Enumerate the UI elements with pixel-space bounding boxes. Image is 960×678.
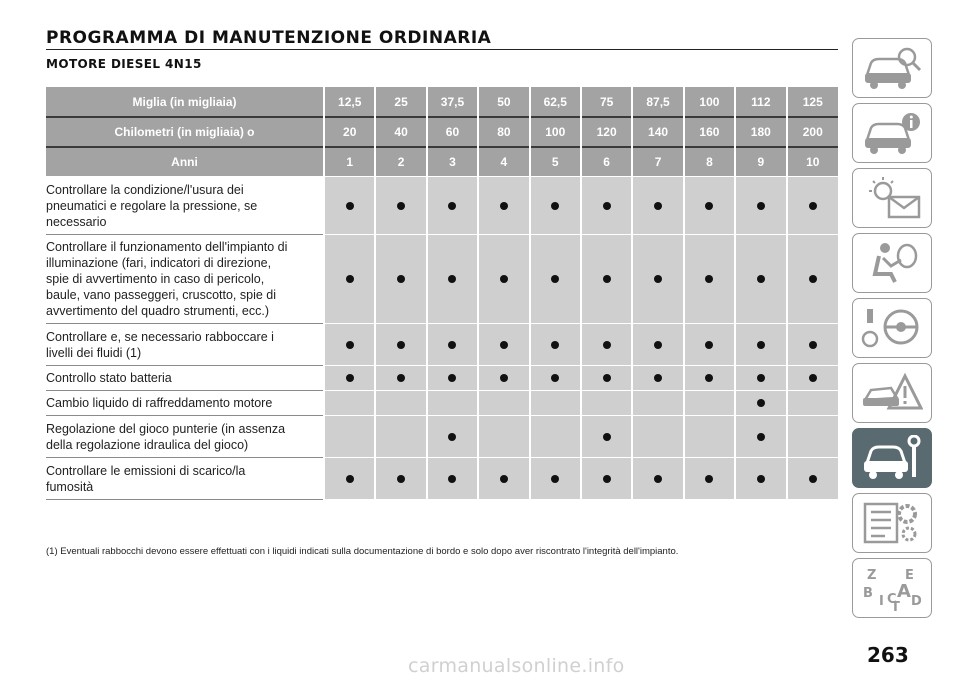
scheduled-dot-icon bbox=[705, 275, 713, 283]
scheduled-dot-icon bbox=[500, 374, 508, 382]
scheduled-dot-icon bbox=[346, 374, 354, 382]
page-title: PROGRAMMA DI MANUTENZIONE ORDINARIA bbox=[46, 28, 492, 48]
schedule-cell bbox=[427, 391, 478, 416]
scheduled-dot-icon bbox=[705, 374, 713, 382]
header-value: 112 bbox=[735, 87, 786, 117]
schedule-cell bbox=[787, 366, 838, 391]
schedule-cell bbox=[427, 458, 478, 500]
schedule-cell bbox=[324, 324, 375, 366]
description-line: Controllare e, se necessario rabboccare i bbox=[46, 329, 274, 344]
schedule-cell bbox=[478, 458, 529, 500]
schedule-cell bbox=[787, 324, 838, 366]
scheduled-dot-icon bbox=[397, 275, 405, 283]
schedule-cell bbox=[632, 458, 683, 500]
header-value: 7 bbox=[632, 147, 683, 177]
schedule-cell bbox=[735, 391, 786, 416]
header-value: 140 bbox=[632, 117, 683, 147]
scheduled-dot-icon bbox=[809, 275, 817, 283]
schedule-cell bbox=[427, 366, 478, 391]
header-row bbox=[46, 117, 838, 147]
scheduled-dot-icon bbox=[705, 341, 713, 349]
svg-text:B: B bbox=[863, 586, 873, 601]
description-line: illuminazione (fari, indicatori di direzione, bbox=[46, 256, 272, 270]
table-row bbox=[46, 235, 838, 324]
svg-text:E: E bbox=[905, 568, 914, 583]
schedule-cell bbox=[684, 416, 735, 458]
header-value: 9 bbox=[735, 147, 786, 177]
schedule-cell bbox=[427, 235, 478, 324]
schedule-cell bbox=[581, 324, 632, 366]
scheduled-dot-icon bbox=[346, 341, 354, 349]
svg-text:C: C bbox=[887, 592, 897, 607]
header-value: 75 bbox=[581, 87, 632, 117]
scheduled-dot-icon bbox=[551, 341, 559, 349]
table-row bbox=[46, 177, 838, 235]
description-line: spie di avvertimento in caso di pericolo, bbox=[46, 272, 265, 286]
scheduled-dot-icon bbox=[809, 202, 817, 210]
schedule-cell bbox=[684, 391, 735, 416]
svg-text:D: D bbox=[911, 594, 922, 609]
schedule-cell bbox=[478, 416, 529, 458]
schedule-cell bbox=[324, 416, 375, 458]
schedule-cell bbox=[581, 458, 632, 500]
header-value: 5 bbox=[530, 147, 581, 177]
header-value: 80 bbox=[478, 117, 529, 147]
operation-description bbox=[46, 235, 324, 324]
svg-text:A: A bbox=[897, 581, 911, 602]
header-row bbox=[46, 147, 838, 177]
header-value: 160 bbox=[684, 117, 735, 147]
schedule-cell bbox=[324, 235, 375, 324]
header-value: 6 bbox=[581, 147, 632, 177]
header-value: 87,5 bbox=[632, 87, 683, 117]
header-label: Chilometri (in migliaia) o bbox=[46, 117, 324, 147]
table-row bbox=[46, 366, 838, 391]
scheduled-dot-icon bbox=[603, 341, 611, 349]
schedule-cell bbox=[735, 235, 786, 324]
header-value: 120 bbox=[581, 117, 632, 147]
svg-text:Z: Z bbox=[867, 568, 877, 583]
header-label: Anni bbox=[46, 147, 324, 177]
footnote: (1) Eventuali rabbocchi devono essere effettuati con i liquidi indicati sulla documentazione di bordo e solo dopo aver riscontrato l'integrità dell'impianto. bbox=[46, 546, 679, 557]
schedule-cell bbox=[632, 324, 683, 366]
schedule-cell bbox=[530, 416, 581, 458]
scheduled-dot-icon bbox=[809, 475, 817, 483]
schedule-cell bbox=[632, 391, 683, 416]
chapter-tab[interactable] bbox=[852, 428, 932, 488]
schedule-cell bbox=[530, 366, 581, 391]
scheduled-dot-icon bbox=[448, 374, 456, 382]
schedule-cell bbox=[581, 391, 632, 416]
scheduled-dot-icon bbox=[448, 341, 456, 349]
scheduled-dot-icon bbox=[654, 341, 662, 349]
description-line: Regolazione del gioco punterie (in assenza bbox=[46, 421, 286, 436]
description-line: livelli dei fluidi (1) bbox=[46, 345, 142, 360]
description-line: Cambio liquido di raffreddamento motore bbox=[46, 396, 273, 410]
chapter-tab[interactable] bbox=[852, 233, 932, 293]
scheduled-dot-icon bbox=[809, 374, 817, 382]
scheduled-dot-icon bbox=[757, 399, 765, 407]
title-rule bbox=[46, 49, 838, 50]
schedule-cell bbox=[684, 177, 735, 235]
schedule-cell bbox=[324, 391, 375, 416]
header-value: 60 bbox=[427, 117, 478, 147]
page-subtitle: MOTORE DIESEL 4N15 bbox=[46, 57, 202, 71]
operation-description bbox=[46, 366, 324, 391]
schedule-cell bbox=[375, 366, 426, 391]
scheduled-dot-icon bbox=[654, 202, 662, 210]
header-value: 12,5 bbox=[324, 87, 375, 117]
scheduled-dot-icon bbox=[551, 202, 559, 210]
scheduled-dot-icon bbox=[603, 275, 611, 283]
schedule-cell bbox=[632, 235, 683, 324]
scheduled-dot-icon bbox=[705, 202, 713, 210]
scheduled-dot-icon bbox=[346, 202, 354, 210]
schedule-cell bbox=[375, 391, 426, 416]
schedule-cell bbox=[324, 366, 375, 391]
scheduled-dot-icon bbox=[757, 475, 765, 483]
schedule-cell bbox=[735, 416, 786, 458]
schedule-cell bbox=[787, 235, 838, 324]
scheduled-dot-icon bbox=[551, 475, 559, 483]
scheduled-dot-icon bbox=[603, 475, 611, 483]
table-row bbox=[46, 324, 838, 366]
schedule-cell bbox=[684, 366, 735, 391]
schedule-cell bbox=[427, 416, 478, 458]
scheduled-dot-icon bbox=[448, 433, 456, 441]
schedule-cell bbox=[530, 391, 581, 416]
header-value: 62,5 bbox=[530, 87, 581, 117]
chapter-tab[interactable] bbox=[852, 38, 932, 98]
chapter-tab[interactable] bbox=[852, 103, 932, 163]
schedule-cell bbox=[787, 177, 838, 235]
description-line: Controllare le emissioni di scarico/la bbox=[46, 463, 246, 478]
page-number: 263 bbox=[867, 643, 909, 667]
description-line: baule, vano passeggeri, cruscotto, spie di bbox=[46, 288, 276, 302]
schedule-cell bbox=[787, 391, 838, 416]
header-label: Miglia (in migliaia) bbox=[46, 87, 324, 117]
scheduled-dot-icon bbox=[397, 475, 405, 483]
schedule-cell bbox=[478, 324, 529, 366]
operation-description bbox=[46, 458, 324, 500]
svg-text:I: I bbox=[879, 594, 884, 609]
scheduled-dot-icon bbox=[757, 341, 765, 349]
scheduled-dot-icon bbox=[654, 275, 662, 283]
scheduled-dot-icon bbox=[809, 341, 817, 349]
description-line: Controllare la condizione/l'usura dei bbox=[46, 182, 244, 197]
scheduled-dot-icon bbox=[603, 202, 611, 210]
scheduled-dot-icon bbox=[757, 374, 765, 382]
header-value: 2 bbox=[375, 147, 426, 177]
scheduled-dot-icon bbox=[448, 202, 456, 210]
schedule-cell bbox=[478, 391, 529, 416]
schedule-cell bbox=[735, 177, 786, 235]
header-value: 20 bbox=[324, 117, 375, 147]
header-value: 180 bbox=[735, 117, 786, 147]
schedule-cell bbox=[530, 324, 581, 366]
schedule-cell bbox=[478, 235, 529, 324]
chapter-tab[interactable] bbox=[852, 298, 932, 358]
header-value: 40 bbox=[375, 117, 426, 147]
header-value: 4 bbox=[478, 147, 529, 177]
scheduled-dot-icon bbox=[603, 374, 611, 382]
header-value: 50 bbox=[478, 87, 529, 117]
header-value: 100 bbox=[684, 87, 735, 117]
schedule-cell bbox=[684, 235, 735, 324]
scheduled-dot-icon bbox=[757, 275, 765, 283]
schedule-cell bbox=[735, 366, 786, 391]
scheduled-dot-icon bbox=[500, 475, 508, 483]
scheduled-dot-icon bbox=[551, 275, 559, 283]
watermark: carmanualsonline.info bbox=[408, 655, 625, 677]
schedule-cell bbox=[375, 458, 426, 500]
schedule-cell bbox=[478, 177, 529, 235]
schedule-cell bbox=[427, 177, 478, 235]
schedule-cell bbox=[735, 458, 786, 500]
table-row bbox=[46, 458, 838, 500]
scheduled-dot-icon bbox=[757, 202, 765, 210]
scheduled-dot-icon bbox=[500, 202, 508, 210]
description-line: pneumatici e regolare la pressione, se bbox=[46, 198, 258, 213]
scheduled-dot-icon bbox=[757, 433, 765, 441]
table-row bbox=[46, 391, 838, 416]
scheduled-dot-icon bbox=[397, 374, 405, 382]
schedule-cell bbox=[324, 458, 375, 500]
chapter-tab[interactable] bbox=[852, 558, 932, 618]
operation-description bbox=[46, 177, 324, 235]
schedule-cell bbox=[478, 366, 529, 391]
schedule-cell bbox=[581, 416, 632, 458]
scheduled-dot-icon bbox=[500, 275, 508, 283]
header-value: 37,5 bbox=[427, 87, 478, 117]
schedule-cell bbox=[530, 235, 581, 324]
scheduled-dot-icon bbox=[346, 275, 354, 283]
maintenance-table bbox=[46, 87, 838, 500]
header-value: 200 bbox=[787, 117, 838, 147]
schedule-cell bbox=[684, 324, 735, 366]
schedule-cell bbox=[375, 235, 426, 324]
schedule-cell bbox=[581, 177, 632, 235]
schedule-cell bbox=[632, 177, 683, 235]
schedule-cell bbox=[375, 177, 426, 235]
scheduled-dot-icon bbox=[705, 475, 713, 483]
header-value: 8 bbox=[684, 147, 735, 177]
description-line: fumosità bbox=[46, 479, 94, 494]
schedule-cell bbox=[581, 366, 632, 391]
schedule-cell bbox=[684, 458, 735, 500]
scheduled-dot-icon bbox=[603, 433, 611, 441]
header-value: 10 bbox=[787, 147, 838, 177]
schedule-cell bbox=[735, 324, 786, 366]
chapter-tab[interactable] bbox=[852, 168, 932, 228]
schedule-cell bbox=[632, 416, 683, 458]
header-value: 25 bbox=[375, 87, 426, 117]
scheduled-dot-icon bbox=[397, 341, 405, 349]
scheduled-dot-icon bbox=[654, 475, 662, 483]
operation-description bbox=[46, 324, 324, 366]
schedule-cell bbox=[787, 458, 838, 500]
operation-description bbox=[46, 416, 324, 458]
schedule-cell bbox=[375, 324, 426, 366]
header-value: 100 bbox=[530, 117, 581, 147]
header-value: 3 bbox=[427, 147, 478, 177]
scheduled-dot-icon bbox=[551, 374, 559, 382]
schedule-cell bbox=[581, 235, 632, 324]
chapter-tab[interactable] bbox=[852, 363, 932, 423]
schedule-cell bbox=[375, 416, 426, 458]
scheduled-dot-icon bbox=[448, 475, 456, 483]
description-line: necessario bbox=[46, 214, 107, 229]
svg-text:T: T bbox=[891, 600, 900, 611]
schedule-cell bbox=[427, 324, 478, 366]
description-line: Controllo stato batteria bbox=[46, 371, 172, 385]
scheduled-dot-icon bbox=[654, 374, 662, 382]
header-value: 125 bbox=[787, 87, 838, 117]
header-row bbox=[46, 87, 838, 117]
schedule-cell bbox=[787, 416, 838, 458]
table-row bbox=[46, 416, 838, 458]
scheduled-dot-icon bbox=[500, 341, 508, 349]
header-value: 1 bbox=[324, 147, 375, 177]
schedule-cell bbox=[530, 458, 581, 500]
chapter-tab[interactable] bbox=[852, 493, 932, 553]
scheduled-dot-icon bbox=[346, 475, 354, 483]
description-line: della regolazione idraulica del gioco) bbox=[46, 437, 249, 452]
scheduled-dot-icon bbox=[397, 202, 405, 210]
schedule-cell bbox=[632, 366, 683, 391]
operation-description bbox=[46, 391, 324, 416]
scheduled-dot-icon bbox=[448, 275, 456, 283]
description-line: Controllare il funzionamento dell'impianto di bbox=[46, 240, 288, 254]
schedule-cell bbox=[324, 177, 375, 235]
schedule-cell bbox=[530, 177, 581, 235]
description-line: avvertimento del quadro strumenti, ecc.) bbox=[46, 304, 270, 318]
